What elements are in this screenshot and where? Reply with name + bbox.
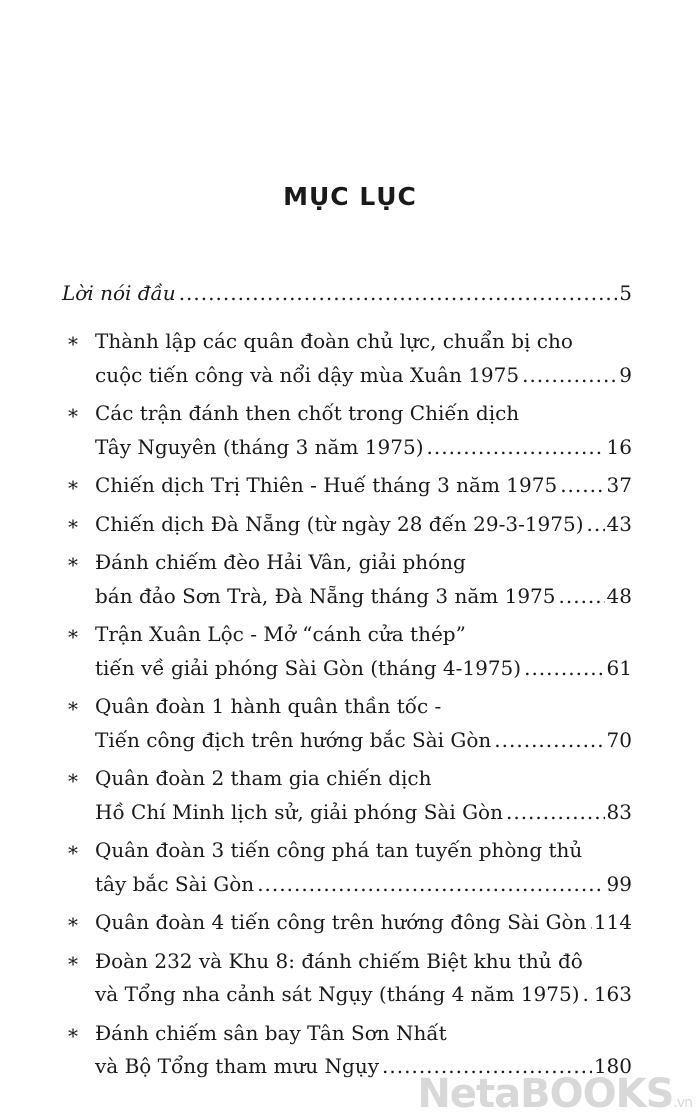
dot-leader	[559, 583, 605, 609]
toc-entry-line[interactable]	[95, 765, 632, 791]
toc-entry-line[interactable]	[95, 727, 632, 753]
toc-entry-title: Quân đoàn 4 tiến công trên hướng đông Sài Gòn	[95, 910, 587, 934]
bullet-icon: *	[68, 332, 78, 356]
toc-page-number: 70	[606, 727, 632, 752]
dot-leader	[589, 909, 591, 935]
bullet-icon: *	[68, 404, 78, 428]
toc-entry-title: Đánh chiếm đèo Hải Vân, giải phóng	[95, 550, 466, 574]
toc-entry-title: Hồ Chí Minh lịch sử, giải phóng Sài Gòn	[95, 799, 503, 824]
bullet-icon: *	[68, 476, 78, 500]
dot-leader	[179, 280, 618, 306]
toc-entry-line[interactable]	[95, 328, 632, 354]
toc-page-number: 5	[619, 281, 632, 305]
toc-page-number: 163	[593, 982, 632, 1006]
toc-entry-line[interactable]	[95, 909, 632, 935]
toc-entry-line[interactable]	[95, 511, 632, 537]
toc-entry-line[interactable]	[95, 655, 632, 681]
toc-page-number: 48	[606, 583, 632, 608]
toc-page-number: 9	[619, 362, 632, 387]
toc-entry-line[interactable]	[95, 549, 632, 575]
toc-entry-title: Thành lập các quân đoàn chủ lực, chuẩn bị cho	[95, 329, 573, 353]
toc-page-number: 99	[606, 871, 632, 896]
toc-entry-title: và Bộ Tổng tham mưu Ngụy	[95, 1054, 380, 1078]
toc-entry-title: và Tổng nha cảnh sát Ngụy (tháng 4 năm 1975)	[95, 982, 580, 1006]
dot-leader	[257, 871, 604, 897]
toc-entry-title: Đánh chiếm sân bay Tân Sơn Nhất	[95, 1020, 447, 1045]
dot-leader	[583, 981, 592, 1007]
toc-entry-title: Chiến dịch Trị Thiên - Huế tháng 3 năm 1975	[95, 473, 558, 497]
toc-entry-line[interactable]	[95, 837, 632, 863]
dot-leader	[524, 655, 604, 681]
toc-entry-line[interactable]	[95, 948, 632, 974]
toc-entry-line[interactable]	[95, 981, 632, 1007]
bullet-icon: *	[68, 553, 78, 577]
toc-entry-title: Tây Nguyên (tháng 3 năm 1975)	[95, 434, 424, 459]
toc-entry-title: Chiến dịch Đà Nẵng (từ ngày 28 đến 29-3-1975)	[95, 511, 584, 536]
bullet-icon: *	[68, 697, 78, 721]
toc-entry-line[interactable]	[95, 434, 632, 460]
bullet-icon: *	[68, 951, 78, 976]
toc-entry-line[interactable]	[95, 621, 632, 647]
toc-entry-line[interactable]	[95, 472, 632, 498]
toc-entry-title: Tiến công địch trên hướng bắc Sài Gòn	[95, 727, 492, 752]
bullet-icon: *	[68, 1023, 78, 1048]
bullet-icon: *	[68, 625, 78, 649]
toc-entry-line[interactable]	[95, 693, 632, 719]
toc-page-number: 61	[606, 655, 632, 680]
toc-page-number: 37	[606, 473, 632, 497]
toc-entry-line[interactable]	[95, 583, 632, 609]
toc-entry-title: bán đảo Sơn Trà, Đà Nẵng tháng 3 năm 1975	[95, 583, 556, 608]
toc-page-number: 16	[606, 434, 632, 459]
toc-entry-line[interactable]	[95, 400, 632, 426]
dot-leader	[560, 472, 604, 498]
toc-entry-intro[interactable]	[62, 280, 632, 306]
bullet-icon: *	[68, 769, 78, 793]
toc-entry-title: tiến về giải phóng Sài Gòn (tháng 4-1975)	[95, 655, 522, 680]
toc-entry-title: Lời nói đầu	[62, 281, 176, 305]
watermark-brand: NetaBOOKS	[417, 1071, 674, 1117]
dot-leader	[506, 799, 605, 825]
toc-page-number: 43	[606, 511, 632, 536]
dot-leader	[522, 362, 617, 388]
toc-entry-line[interactable]	[95, 799, 632, 825]
toc-entry-title: Quân đoàn 3 tiến công phá tan tuyến phòng thủ	[95, 838, 583, 862]
toc-entry-line[interactable]	[95, 871, 632, 897]
dot-leader	[427, 434, 605, 460]
toc-page-number: 83	[606, 799, 632, 824]
bullet-icon: *	[68, 514, 78, 539]
watermark-logo	[417, 1071, 692, 1117]
toc-entry-title: Quân đoàn 2 tham gia chiến dịch	[95, 766, 432, 790]
toc-page-number: 114	[593, 910, 632, 934]
toc-page-number: 180	[593, 1054, 632, 1078]
toc-entry-line[interactable]	[95, 362, 632, 388]
toc-entry-title: Trận Xuân Lộc - Mở “cánh cửa thép”	[95, 622, 466, 646]
dot-leader	[587, 511, 605, 537]
toc-entry-title: Đoàn 232 và Khu 8: đánh chiếm Biệt khu thủ đô	[95, 948, 583, 973]
page-title: MỤC LỤC	[283, 182, 417, 211]
toc-entry-title: tây bắc Sài Gòn	[95, 871, 255, 896]
watermark-suffix: .vn	[673, 1095, 692, 1111]
toc-entry-title: cuộc tiến công và nổi dậy mùa Xuân 1975	[95, 362, 520, 387]
toc-entry-line[interactable]	[95, 1020, 632, 1046]
dot-leader	[494, 727, 604, 753]
bullet-icon: *	[68, 913, 78, 937]
toc-entry-title: Các trận đánh then chốt trong Chiến dịch	[95, 401, 520, 425]
toc-entry-title: Quân đoàn 1 hành quân thần tốc -	[95, 694, 442, 718]
bullet-icon: *	[68, 841, 78, 865]
